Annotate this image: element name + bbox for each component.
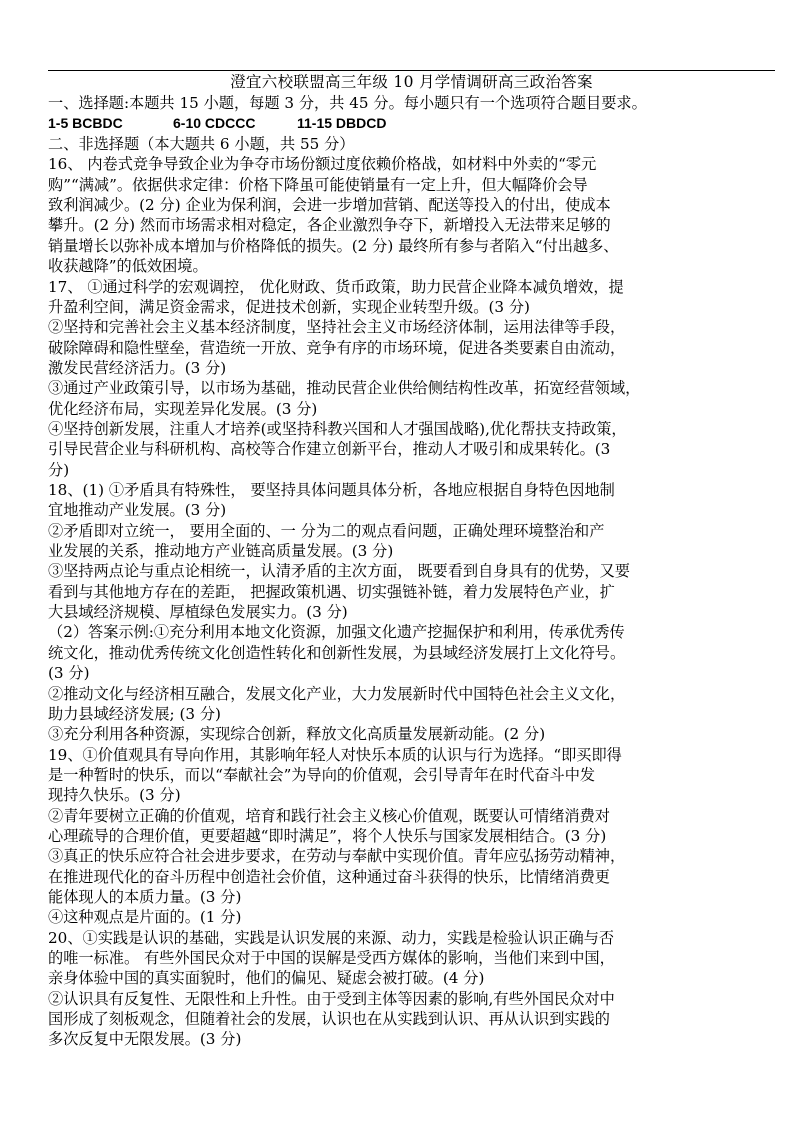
text-line: 是一种暂时的快乐，而以“奉献社会”为导向的价值观，会引导青年在时代奋斗中发 (48, 765, 596, 784)
text-line: 国形成了刻板观念，但随着社会的发展，认识也在从实践到认识、再从认识到实践的 (48, 1010, 610, 1029)
text-line: 看到与其他地方存在的差距， 把握政策机遇、切实强链补链，着力发展特色产业，扩 (48, 582, 615, 601)
text-line: 二、非选择题（本大题共 6 小题，共 55 分） (48, 135, 355, 153)
text-line: 销量增长以弥补成本增加与价格降低的损失。(2 分) 最终所有参与者陷入“付出越多、 (48, 236, 619, 255)
text-line: ③充分利用各种资源，实现综合创新，释放文化高质量发展新动能。(2 分) (48, 725, 546, 744)
text-line: ③通过产业政策引导，以市场为基础，推动民营企业供给侧结构性改革，拓宽经营领域， (48, 379, 641, 398)
text-line: ③真正的快乐应符合社会进步要求，在劳动与奉献中实现价值。青年应弘扬劳动精神， (48, 847, 626, 866)
answer-key-11-15: 11-15 DBDCD (297, 115, 387, 131)
text-line: 优化经济布局，实现差异化发展。(3 分) (48, 399, 318, 418)
text-line: 助力县域经济发展; (3 分) (48, 704, 221, 723)
answer-key-1-5: 1-5 BCBDC (48, 115, 123, 131)
text-line: ④这种观点是片面的。(1 分) (48, 908, 242, 927)
text-line: 20、①实践是认识的基础，实践是认识发展的来源、动力，实践是检验认识正确与否 (48, 928, 615, 947)
text-line: 心理疏导的合理价值，更要超越“即时满足”，将个人快乐与国家发展相结合。(3 分) (48, 826, 607, 845)
text-line: 大县域经济规模、厚植绿色发展实力。(3 分) (48, 603, 348, 621)
text-line: 攀升。(2 分) 然而市场需求相对稳定，各企业激烈争夺下，新增投入无法带来足够的 (48, 216, 611, 235)
text-line: 16、 内卷式竞争导致企业为争夺市场份额过度依赖价格战，如材料中外卖的“零元 (48, 155, 597, 174)
text-line: 能体现人的本质力量。(3 分) (48, 888, 242, 906)
text-line: ③坚持两点论与重点论相统一，认清矛盾的主次方面， 既要看到自身具有的优势，又要 (48, 562, 630, 581)
text-line: ②坚持和完善社会主义基本经济制度，坚持社会主义市场经济体制，运用法律等手段， (48, 318, 626, 337)
text-line: 激发民营经济活力。(3 分) (48, 358, 227, 377)
text-line: 升盈利空间，满足资金需求，促进技术创新，实现企业转型升级。(3 分) (48, 297, 530, 316)
answer-keys (48, 113, 775, 134)
text-line: 宜地推动产业发展。(3 分) (48, 501, 227, 520)
document-page (48, 0, 775, 1122)
text-line: 多次反复中无限发展。(3 分) (48, 1030, 242, 1049)
text-line: ④坚持创新发展，注重人才培养(或坚持科教兴国和人才强国战略),优化帮扶支持政策， (48, 419, 627, 438)
text-line: ②青年要树立正确的价值观，培育和践行社会主义核心价值观，既要认可情绪消费对 (48, 806, 610, 825)
section-one-heading: 一、选择题:本题共 15 小题，每题 3 分，共 45 分。每小题只有一个选项符合题目要求。 (48, 94, 647, 112)
text-line: (3 分) (48, 664, 90, 683)
text-line: 现持久快乐。(3 分) (48, 786, 181, 805)
text-line: 引导民营企业与科研机构、高校等合作建立创新平台，推动人才吸引和成果转化。(3 (48, 440, 611, 459)
text-line: 统文化，推动优秀传统文化创造性转化和创新性发展，为县域经济发展打上文化符号。 (48, 643, 626, 662)
text-line: 致利润减少。(2 分) 企业为保利润，会进一步增加营销、配送等投入的付出，使成本 (48, 196, 611, 215)
text-line: 亲身体验中国的真实面貌时，他们的偏见、疑虑会被打破。(4 分) (48, 969, 485, 988)
answer-key-6-10: 6-10 CDCCC (173, 115, 256, 131)
text-line: 收获越降”的低效困境。 (48, 257, 208, 276)
text-line: ②推动文化与经济相互融合，发展文化产业，大力发展新时代中国特色社会主义文化， (48, 684, 626, 703)
text-line: 分) (48, 460, 70, 479)
page-title: 澄宜六校联盟高三年级 10 月学情调研高三政治答案 (230, 73, 593, 91)
text-line: ②矛盾即对立统一， 要用全面的、一 分为二的观点看问题，正确处理环境整治和产 (48, 521, 605, 540)
text-line: 破除障碍和隐性壁垒，营造统一开放、竞争有序的市场环境，促进各类要素自由流动， (48, 338, 626, 357)
text-line: 17、 ①通过科学的宏观调控， 优化财政、货币政策，助力民营企业降本减负增效，提 (48, 277, 624, 296)
text-line: 购”“满减”。依据供求定律：价格下降虽可能使销量有一定上升，但大幅降价会导 (48, 175, 588, 194)
text-line: 在推进现代化的奋斗历程中创造社会价值，这种通过奋斗获得的快乐，比情绪消费更 (48, 867, 610, 886)
text-line: （2）答案示例:①充分利用本地文化资源，加强文化遗产挖掘保护和利用，传承优秀传 (48, 623, 625, 642)
text-line: 18、(1) ①矛盾具有特殊性， 要坚持具体问题具体分析，各地应根据自身特色因地制 (48, 481, 615, 499)
text-line: ②认识具有反复性、无限性和上升性。由于受到主体等因素的影响,有些外国民众对中 (48, 989, 615, 1008)
text-line: 的唯一标准。 有些外国民众对于中国的误解是受西方媒体的影响，当他们来到中国， (48, 949, 615, 967)
text-line: 业发展的关系，推动地方产业链高质量发展。(3 分) (48, 542, 394, 560)
text-line: 19、①价值观具有导向作用，其影响年轻人对快乐本质的认识与行为选择。“即买即得 (48, 745, 622, 764)
